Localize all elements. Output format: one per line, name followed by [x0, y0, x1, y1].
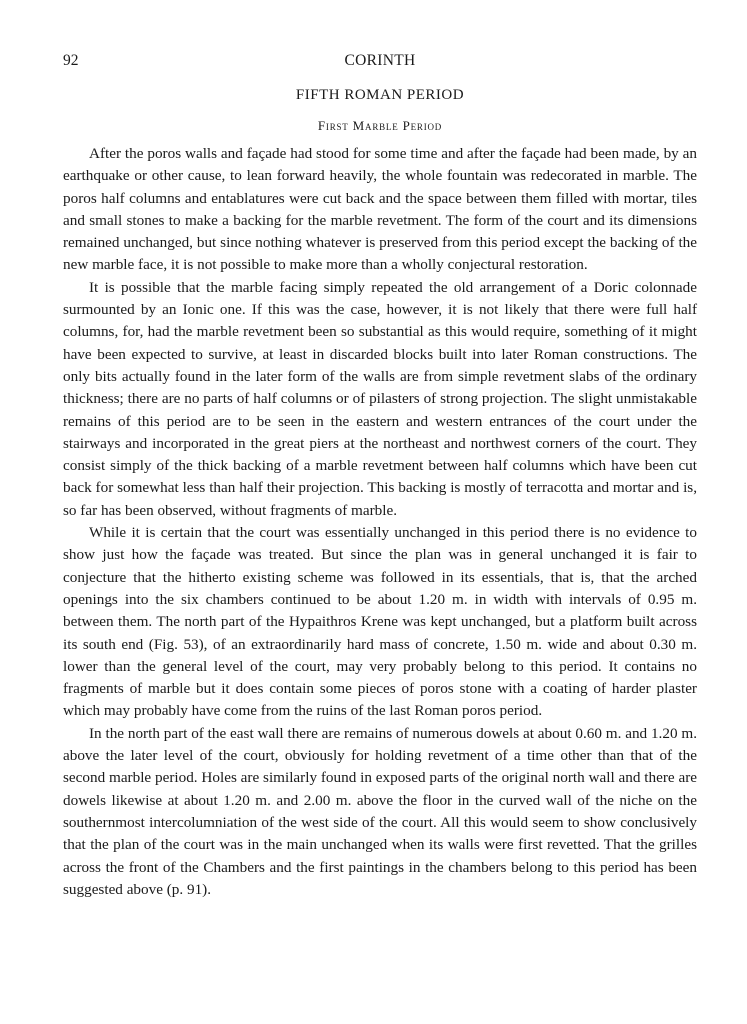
- paragraph-3: While it is certain that the court was essentially unchanged in this period there is no evidence to show just how the façade was treated. But since the plan was in general unchanged it is fair to conjecture that the hitherto existing scheme was followed in its essentials, that is, that the arched openings into the six chambers continued to be about 1.20 m. in width with intervals of 0.95 m. between them. The north part of the Hypaithros Krene was kept unchanged, but a platform built across its south end (Fig. 53), of an extraordinarily hard mass of concrete, 1.50 m. wide and about 0.30 m. lower than the general level of the court, may very probably belong to this period. It contains no fragments of marble but it does contain some pieces of poros stone with a coating of harder plaster which may probably have come from the ruins of the last Roman poros period.: [63, 524, 697, 720]
- body-text: [63, 143, 697, 901]
- running-title: CORINTH: [344, 52, 416, 69]
- page-number: 92: [63, 52, 79, 69]
- subsection-title: First Marble Period: [317, 118, 443, 133]
- book-page: [63, 52, 697, 901]
- paragraph-1: After the poros walls and façade had stood for some time and after the façade had been made, by an earthquake or other cause, to lean forward heavily, the whole fountain was redecorated in marble. The poros half columns and entablatures were cut back and the space between them filled with mortar, tiles and small stones to make a backing for the marble revetment. The form of the court and its dimensions remained unchanged, but since nothing whatever is preserved from this period except the backing of the new marble face, it is not possible to make more than a wholly conjectural restoration.: [63, 145, 697, 274]
- running-head: [63, 52, 697, 76]
- paragraph-2: It is possible that the marble facing simply repeated the old arrangement of a Doric colonnade surmounted by an Ionic one. If this was the case, however, it is not likely that there were full half columns, for, had the marble revetment been so substantial as this would require, something of it might have been expected to survive, at least in discarded blocks built into later Roman constructions. The only bits actually found in the later form of the walls are from simple revetment slabs of the ordinary thickness; there are no parts of half columns or of pilasters of strong projection. The slight unmistakable remains of this period are to be seen in the eastern and western entrances of the court under the stairways and incorporated in the great piers at the northeast and northwest corners of the court. They consist simply of the thick backing of a marble revetment between half columns which have been cut back for somewhat less than half their projection. This backing is mostly of terracotta and mortar and is, so far has been observed, without fragments of marble.: [63, 278, 697, 519]
- section-title: FIFTH ROMAN PERIOD: [295, 87, 465, 103]
- paragraph-4: In the north part of the east wall there are remains of numerous dowels at about 0.60 m. and 1.20 m. above the later level of the court, obviously for holding revetment of a time other than that of the second marble period. Holes are similarly found in exposed parts of the original north wall and there are dowels likewise at about 1.20 m. and 2.00 m. above the floor in the curved wall of the niche on the southernmost intercolumniation of the west side of the court. All this would seem to show conclusively that the plan of the court was in the main unchanged when its walls were first revetted. That the grilles across the front of the Chambers and the first paintings in the chambers belong to this period has been suggested above (p. 91).: [63, 724, 697, 898]
